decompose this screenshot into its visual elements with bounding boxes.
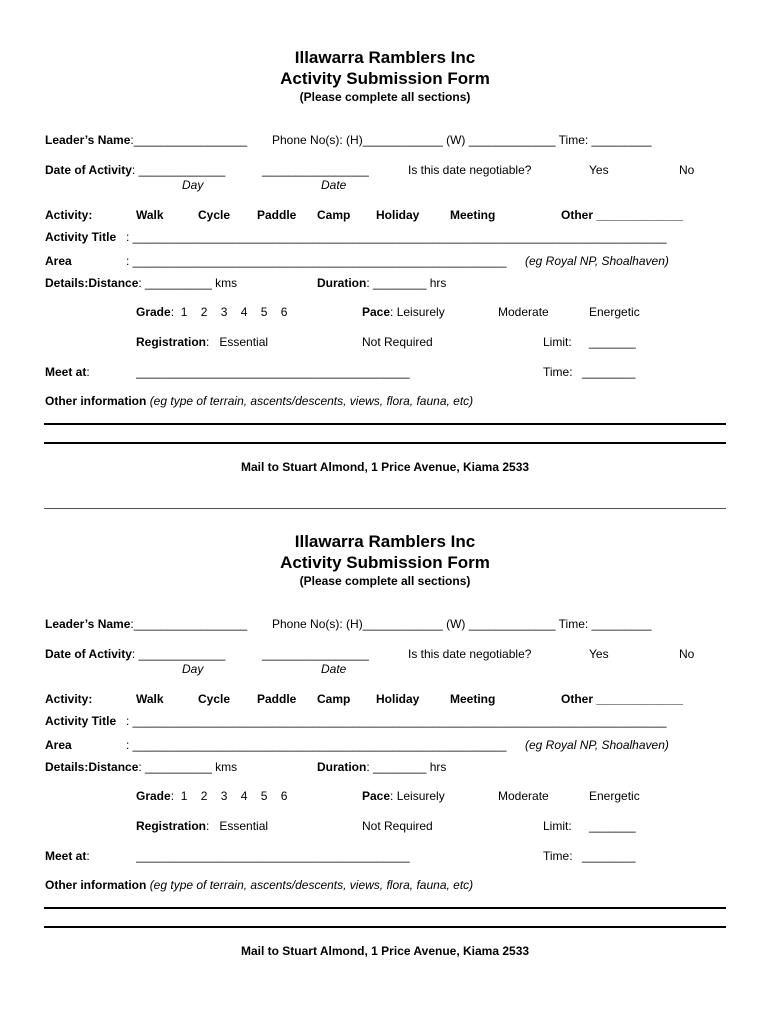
answer-line-2[interactable] (44, 926, 726, 928)
date-label: Date of Activity (45, 647, 132, 661)
leader-name-label: Leader’s Name (45, 133, 131, 147)
leader-name-blank: :_________________ (130, 133, 248, 147)
phone-field[interactable]: Phone No(s): (H)____________ (W) _____________ Time: _________ (272, 617, 652, 631)
registration-not-required[interactable]: Not Required (362, 335, 433, 349)
time-label: Time: (543, 849, 573, 863)
activity-title-blank[interactable]: : ________________________________________________________________________________ (126, 714, 667, 728)
activity-meeting[interactable]: Meeting (450, 692, 496, 706)
org-name: Illawarra Ramblers Inc (294, 48, 476, 67)
distance-blank: : __________ kms (138, 760, 238, 774)
activity-camp[interactable]: Camp (317, 208, 351, 222)
date-caption: Date (321, 178, 347, 192)
pace-leisurely[interactable] (362, 305, 445, 319)
form-title: Activity Submission Form (280, 553, 490, 572)
duration-field[interactable] (317, 276, 446, 290)
no-option[interactable]: No (679, 647, 695, 661)
negotiable-label: Is this date negotiable? (408, 163, 532, 177)
activity-holiday[interactable]: Holiday (376, 692, 420, 706)
registration-field[interactable] (136, 819, 268, 833)
distance-field[interactable] (45, 276, 237, 290)
activity-other[interactable]: Other _____________ (561, 208, 684, 222)
activity-cycle[interactable]: Cycle (198, 208, 231, 222)
pace-leisurely[interactable] (362, 789, 445, 803)
leader-name-field[interactable] (45, 617, 247, 631)
registration-field[interactable] (136, 335, 268, 349)
mail-instructions: Mail to Stuart Almond, 1 Price Avenue, Kiama 2533 (240, 944, 530, 958)
activity-walk[interactable]: Walk (136, 692, 164, 706)
activity-form (0, 0, 770, 484)
leader-name-field[interactable] (45, 133, 247, 147)
activity-title-label: Activity Title (45, 230, 117, 244)
negotiable-label: Is this date negotiable? (408, 647, 532, 661)
pace-leisurely-text: : Leisurely (390, 305, 445, 319)
activity-title-field[interactable] (45, 230, 116, 244)
leader-name-label: Leader’s Name (45, 617, 131, 631)
meet-at-label: Meet at (45, 849, 87, 863)
registration-label: Registration (136, 335, 207, 349)
mail-instructions: Mail to Stuart Almond, 1 Price Avenue, Kiama 2533 (240, 460, 530, 474)
duration-label: Duration (317, 276, 367, 290)
org-name: Illawarra Ramblers Inc (294, 532, 476, 551)
area-example: (eg Royal NP, Shoalhaven) (525, 738, 669, 752)
answer-line-1[interactable] (44, 907, 726, 909)
form-title: Activity Submission Form (280, 69, 490, 88)
limit-label: Limit: (543, 819, 572, 833)
distance-blank: : __________ kms (138, 276, 238, 290)
meet-at-colon: : (86, 849, 90, 863)
activity-title-field[interactable] (45, 714, 116, 728)
activity-meeting[interactable]: Meeting (450, 208, 496, 222)
meet-at-colon: : (86, 365, 90, 379)
limit-label: Limit: (543, 335, 572, 349)
activity-walk[interactable]: Walk (136, 208, 164, 222)
yes-option[interactable]: Yes (589, 163, 609, 177)
grade-label: Grade (136, 789, 171, 803)
other-info-example: (eg type of terrain, ascents/descents, views, flora, fauna, etc) (149, 394, 474, 408)
grade-options: : 1 2 3 4 5 6 (170, 789, 288, 803)
other-info-example: (eg type of terrain, ascents/descents, views, flora, fauna, etc) (149, 878, 474, 892)
activity-paddle[interactable]: Paddle (257, 208, 297, 222)
date-blank-date[interactable]: ________________ (262, 163, 369, 177)
other-information (45, 878, 473, 892)
area-blank[interactable]: : ________________________________________________________ (126, 254, 507, 268)
grade-options: : 1 2 3 4 5 6 (170, 305, 288, 319)
other-information (45, 394, 473, 408)
grade-label: Grade (136, 305, 171, 319)
pace-moderate[interactable]: Moderate (498, 305, 549, 319)
form-subtitle: (Please complete all sections) (299, 90, 471, 104)
pace-energetic[interactable]: Energetic (589, 305, 640, 319)
meet-at-label: Meet at (45, 365, 87, 379)
date-caption: Date (321, 662, 347, 676)
form-subtitle: (Please complete all sections) (299, 574, 471, 588)
duration-field[interactable] (317, 760, 446, 774)
distance-label: :Distance (84, 760, 139, 774)
date-label: Date of Activity (45, 163, 132, 177)
pace-label: Pace (362, 305, 391, 319)
duration-label: Duration (317, 760, 367, 774)
time-blank[interactable]: ________ (582, 365, 636, 379)
registration-label: Registration (136, 819, 207, 833)
meet-at-blank[interactable]: _________________________________________ (136, 365, 410, 379)
no-option[interactable]: No (679, 163, 695, 177)
registration-not-required[interactable]: Not Required (362, 819, 433, 833)
registration-essential: : Essential (206, 819, 269, 833)
meet-at-field (45, 365, 90, 379)
other-info-label: Other information (45, 878, 147, 892)
meet-at-blank[interactable]: _________________________________________ (136, 849, 410, 863)
limit-blank[interactable]: _______ (589, 335, 636, 349)
activity-label: Activity: (45, 208, 93, 222)
pace-energetic[interactable]: Energetic (589, 789, 640, 803)
answer-line-1[interactable] (44, 423, 726, 425)
date-blank-date[interactable]: ________________ (262, 647, 369, 661)
cut-line (44, 508, 726, 509)
date-blank-day: : _____________ (131, 163, 226, 177)
distance-field[interactable] (45, 760, 237, 774)
area-label: Area (45, 738, 72, 752)
activity-paddle[interactable]: Paddle (257, 692, 297, 706)
activity-title-blank[interactable]: : ________________________________________________________________________________ (126, 230, 667, 244)
leader-name-blank: :_________________ (130, 617, 248, 631)
activity-holiday[interactable]: Holiday (376, 208, 420, 222)
time-blank[interactable]: ________ (582, 849, 636, 863)
activity-camp[interactable]: Camp (317, 692, 351, 706)
area-label: Area (45, 254, 72, 268)
duration-blank: : ________ hrs (366, 760, 447, 774)
activity-cycle[interactable]: Cycle (198, 692, 231, 706)
grade-field[interactable] (136, 305, 287, 319)
activity-title-label: Activity Title (45, 714, 117, 728)
grade-field[interactable] (136, 789, 287, 803)
limit-blank[interactable]: _______ (589, 819, 636, 833)
area-blank[interactable]: : ________________________________________________________ (126, 738, 507, 752)
pace-leisurely-text: : Leisurely (390, 789, 445, 803)
date-blank-day: : _____________ (131, 647, 226, 661)
answer-line-2[interactable] (44, 442, 726, 444)
registration-essential: : Essential (206, 335, 269, 349)
date-field[interactable] (45, 647, 225, 661)
distance-label: :Distance (84, 276, 139, 290)
details-label: Details (45, 760, 85, 774)
meet-at-field (45, 849, 90, 863)
pace-moderate[interactable]: Moderate (498, 789, 549, 803)
activity-label: Activity: (45, 692, 93, 706)
day-caption: Day (182, 662, 204, 676)
duration-blank: : ________ hrs (366, 276, 447, 290)
activity-form (0, 484, 770, 968)
details-label: Details (45, 276, 85, 290)
activity-other[interactable]: Other _____________ (561, 692, 684, 706)
time-label: Time: (543, 365, 573, 379)
date-field[interactable] (45, 163, 225, 177)
pace-label: Pace (362, 789, 391, 803)
other-info-label: Other information (45, 394, 147, 408)
phone-field[interactable]: Phone No(s): (H)____________ (W) _____________ Time: _________ (272, 133, 652, 147)
yes-option[interactable]: Yes (589, 647, 609, 661)
day-caption: Day (182, 178, 204, 192)
area-example: (eg Royal NP, Shoalhaven) (525, 254, 669, 268)
